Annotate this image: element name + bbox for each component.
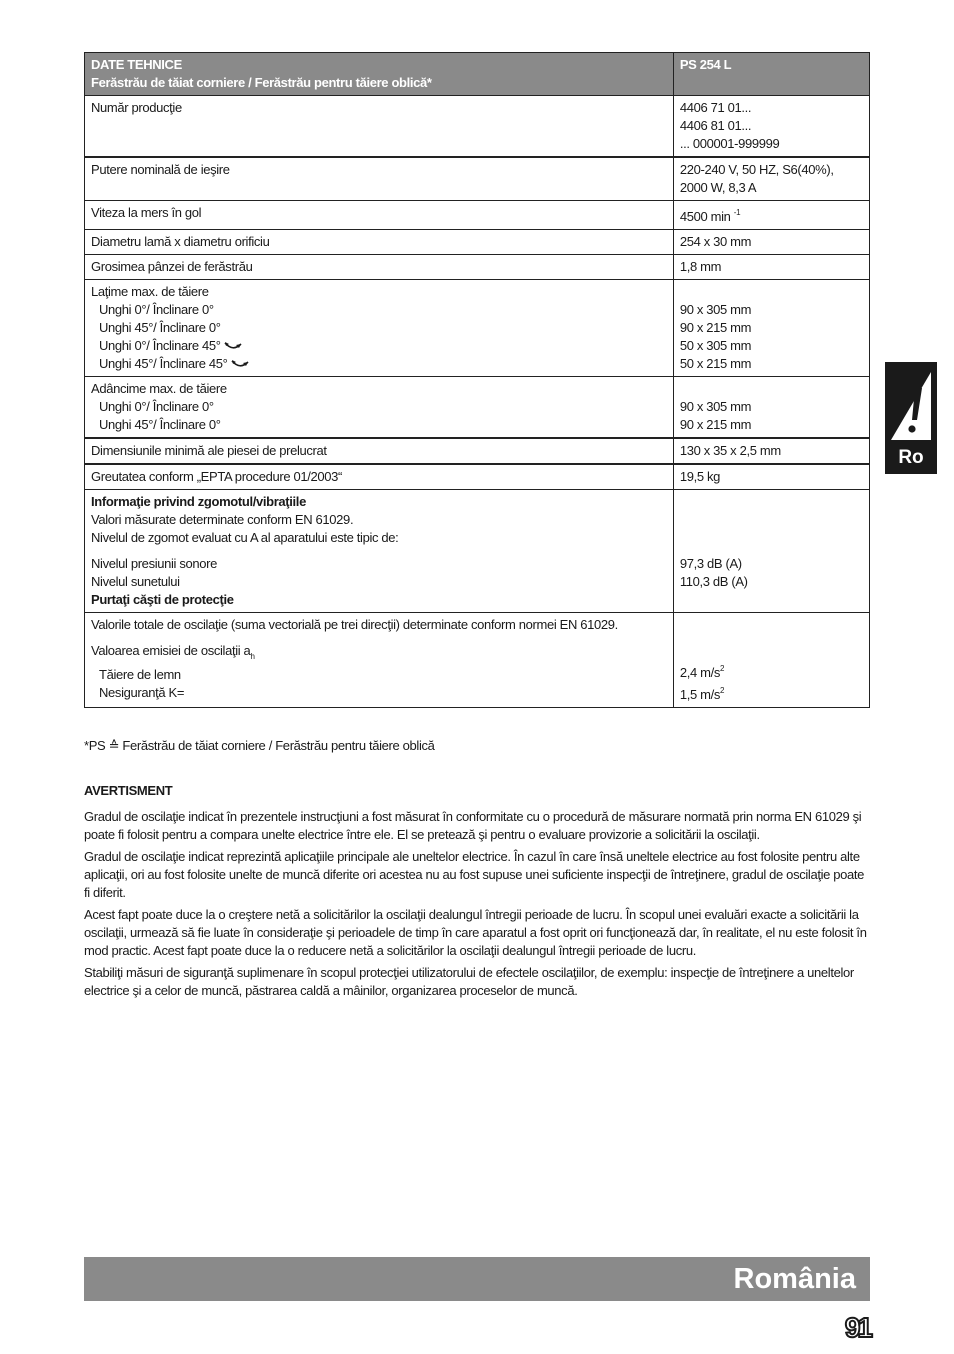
- row-value: 130 x 35 x 2,5 mm: [673, 438, 869, 464]
- row-label: Dimensiunile minimă ale piesei de prelucrat: [85, 438, 674, 464]
- sound-power-value: 110,3 dB (A): [679, 574, 748, 589]
- table-row-vibration: [85, 613, 870, 708]
- value-line: 90 x 215 mm: [679, 320, 752, 335]
- unit-exponent: 2: [720, 686, 725, 695]
- technical-data-table: [84, 52, 870, 708]
- table-header-row: [85, 53, 870, 96]
- sub-row-label: Unghi 45°/ Înclinare 0°: [99, 320, 221, 335]
- uncertainty-value: [680, 682, 863, 704]
- value-line: 220-240 V, 50 HZ, S6(40%),: [679, 162, 834, 177]
- row-label: Grosimea pânzei de ferăstrău: [85, 255, 674, 280]
- vibration-intro: Valorile totale de oscilaţie (suma vectorială pe trei direcţii) determinate conform normei EN 61029.: [91, 617, 618, 632]
- row-label: Putere nominală de ieşire: [85, 157, 674, 201]
- row-label: [85, 377, 674, 439]
- emission-subscript: h: [250, 652, 255, 661]
- language-code: Ro: [898, 447, 924, 468]
- table-row-no-load-speed: [85, 201, 870, 230]
- row-label: Viteza la mers în gol: [85, 201, 674, 230]
- noise-title: Informaţie privind zgomotul/vibraţiile: [91, 494, 306, 509]
- table-header-left: [85, 53, 674, 96]
- row-value: 19,5 kg: [673, 464, 869, 490]
- sub-row-label: Unghi 0°/ Înclinare 0°: [99, 302, 214, 317]
- value-line: 90 x 305 mm: [679, 302, 752, 317]
- table-row-max-cut-depth: [85, 377, 870, 439]
- value-line: 90 x 215 mm: [679, 417, 752, 432]
- value-line: ... 000001-999999: [679, 136, 780, 151]
- bevel-tilt-icon: [224, 341, 242, 351]
- speed-value: 4500 min: [679, 209, 731, 224]
- noise-line: Valori măsurate determinate conform EN 61029.: [91, 512, 354, 527]
- sound-power-label: Nivelul sunetului: [91, 574, 180, 589]
- sub-row-label: [91, 337, 667, 355]
- speed-exponent: -1: [733, 208, 741, 217]
- table-row-noise: [85, 490, 870, 613]
- bevel-tilt-icon: [231, 359, 249, 369]
- warning-exclamation-icon: [889, 366, 933, 444]
- warning-paragraph: Stabiliţi măsuri de siguranţă suplimenare în scopul protecţiei utilizatorului de efectele oscilaţiilor, de exemplu: inspecţie de întreţinere a uneltelor electrice şi a celor de muncă, păstrarea caldă a mâinilor, organizarea proceselor de muncă.: [84, 965, 854, 998]
- row-value: [673, 613, 869, 708]
- row-value: [673, 157, 869, 201]
- table-row-min-workpiece: [85, 438, 870, 464]
- sub-row-label: [91, 355, 667, 373]
- page-number: 91: [844, 1312, 870, 1343]
- row-value: [673, 490, 869, 613]
- language-banner: [84, 1257, 870, 1301]
- wood-value-text: 2,4 m/s: [679, 665, 721, 680]
- row-value: [673, 96, 869, 158]
- group-label: Laţime max. de tăiere: [91, 284, 209, 299]
- emission-text: Valoarea emisiei de oscilaţii a: [91, 643, 251, 658]
- sound-pressure-label: Nivelul presiunii sonore: [91, 556, 217, 571]
- table-row-production-number: [85, 96, 870, 158]
- vibration-emission-label: [91, 642, 667, 666]
- table-row-blade-thickness: [85, 255, 870, 280]
- sub-row-text: Unghi 0°/ Înclinare 45°: [99, 338, 221, 353]
- row-label: [85, 490, 674, 613]
- row-label: [85, 613, 674, 708]
- row-label: Greutatea conform „EPTA procedure 01/2003“: [85, 464, 674, 490]
- sub-row-text: Unghi 45°/ Înclinare 45°: [99, 356, 228, 371]
- value-line: 50 x 305 mm: [679, 338, 752, 353]
- footnote: *PS ≙ Ferăstrău de tăiat corniere / Ferăstrău pentru tăiere oblică: [84, 738, 435, 753]
- warning-paragraph: Acest fapt poate duce la o creştere netă a solicitărilor la oscilaţii dealungul întregii perioade de lucru. În scopul unei evaluări exacte a solicitării la oscilaţii, urmează să fie luate în consideraţie şi perioadele de timp în care aparatul a fost oprit ori funcţionează dar, în realitate, el nu este folosit în mod practic. Acest fapt poate duce la o reducere netă a solicitărilor la oscilaţii dealungul întregii perioade de lucru.: [84, 907, 867, 958]
- table-row-weight: [85, 464, 870, 490]
- noise-line: Nivelul de zgomot evaluat cu A al aparatului este tipic de:: [91, 530, 399, 545]
- wood-cutting-label: Tăiere de lemn: [99, 667, 181, 682]
- warning-paragraph: Gradul de oscilaţie indicat reprezintă aplicaţiile principale ale uneltelor electrice. În cazul în care însă uneltele electrice au fost folosite pentru alte aplicaţii, ori au fost folosite unelte de muncă diferite ori acestea nu au fost supuse unei suficiente inspecţii de întreţinere, gradul de oscilaţie poate fi diferit.: [84, 849, 865, 900]
- warning-paragraphs: [84, 808, 870, 1004]
- value-line: 2000 W, 8,3 A: [679, 180, 757, 195]
- value-line: 4406 71 01...: [679, 100, 752, 115]
- row-label: Număr producţie: [85, 96, 674, 158]
- banner-title: România: [733, 1263, 856, 1295]
- sound-pressure-value: 97,3 dB (A): [679, 556, 742, 571]
- uncertainty-label: Nesiguranţă K=: [99, 685, 185, 700]
- value-line: 4406 81 01...: [679, 118, 752, 133]
- language-side-tab: [885, 362, 937, 474]
- row-value: 1,8 mm: [673, 255, 869, 280]
- table-row-max-cut-width: [85, 280, 870, 377]
- ear-protection-note: Purtaţi căşti de protecţie: [91, 592, 234, 607]
- group-label: Adâncime max. de tăiere: [91, 381, 227, 396]
- uncertainty-value-text: 1,5 m/s: [679, 687, 721, 702]
- sub-row-label: Unghi 0°/ Înclinare 0°: [99, 399, 214, 414]
- header-subtitle: Ferăstrău de tăiat corniere / Ferăstrău pentru tăiere oblică*: [91, 75, 432, 90]
- row-value: [673, 201, 869, 230]
- warning-title: AVERTISMENT: [84, 783, 173, 798]
- sub-row-label: Unghi 45°/ Înclinare 0°: [99, 417, 221, 432]
- value-line: 90 x 305 mm: [679, 399, 752, 414]
- unit-exponent: 2: [720, 664, 725, 673]
- row-value: 254 x 30 mm: [673, 230, 869, 255]
- value-line: 50 x 215 mm: [679, 356, 752, 371]
- row-value: [673, 280, 869, 377]
- row-label: [85, 280, 674, 377]
- model-name: PS 254 L: [673, 53, 869, 96]
- row-label: Diametru lamă x diametru orificiu: [85, 230, 674, 255]
- table-row-blade-diameter: [85, 230, 870, 255]
- table-row-rated-power: [85, 157, 870, 201]
- row-value: [673, 377, 869, 439]
- header-title: DATE TEHNICE: [91, 57, 182, 72]
- warning-paragraph: Gradul de oscilaţie indicat în prezentele instrucţiuni a fost măsurat în conformitate cu o procedură de măsurare normată prin norma EN 61029 şi poate fi folosit pentru a compara unelte electrice între ele. El se pretează şi pentru o evaluare provizorie a solicitării la oscilaţii.: [84, 809, 862, 842]
- wood-cutting-value: [680, 660, 863, 682]
